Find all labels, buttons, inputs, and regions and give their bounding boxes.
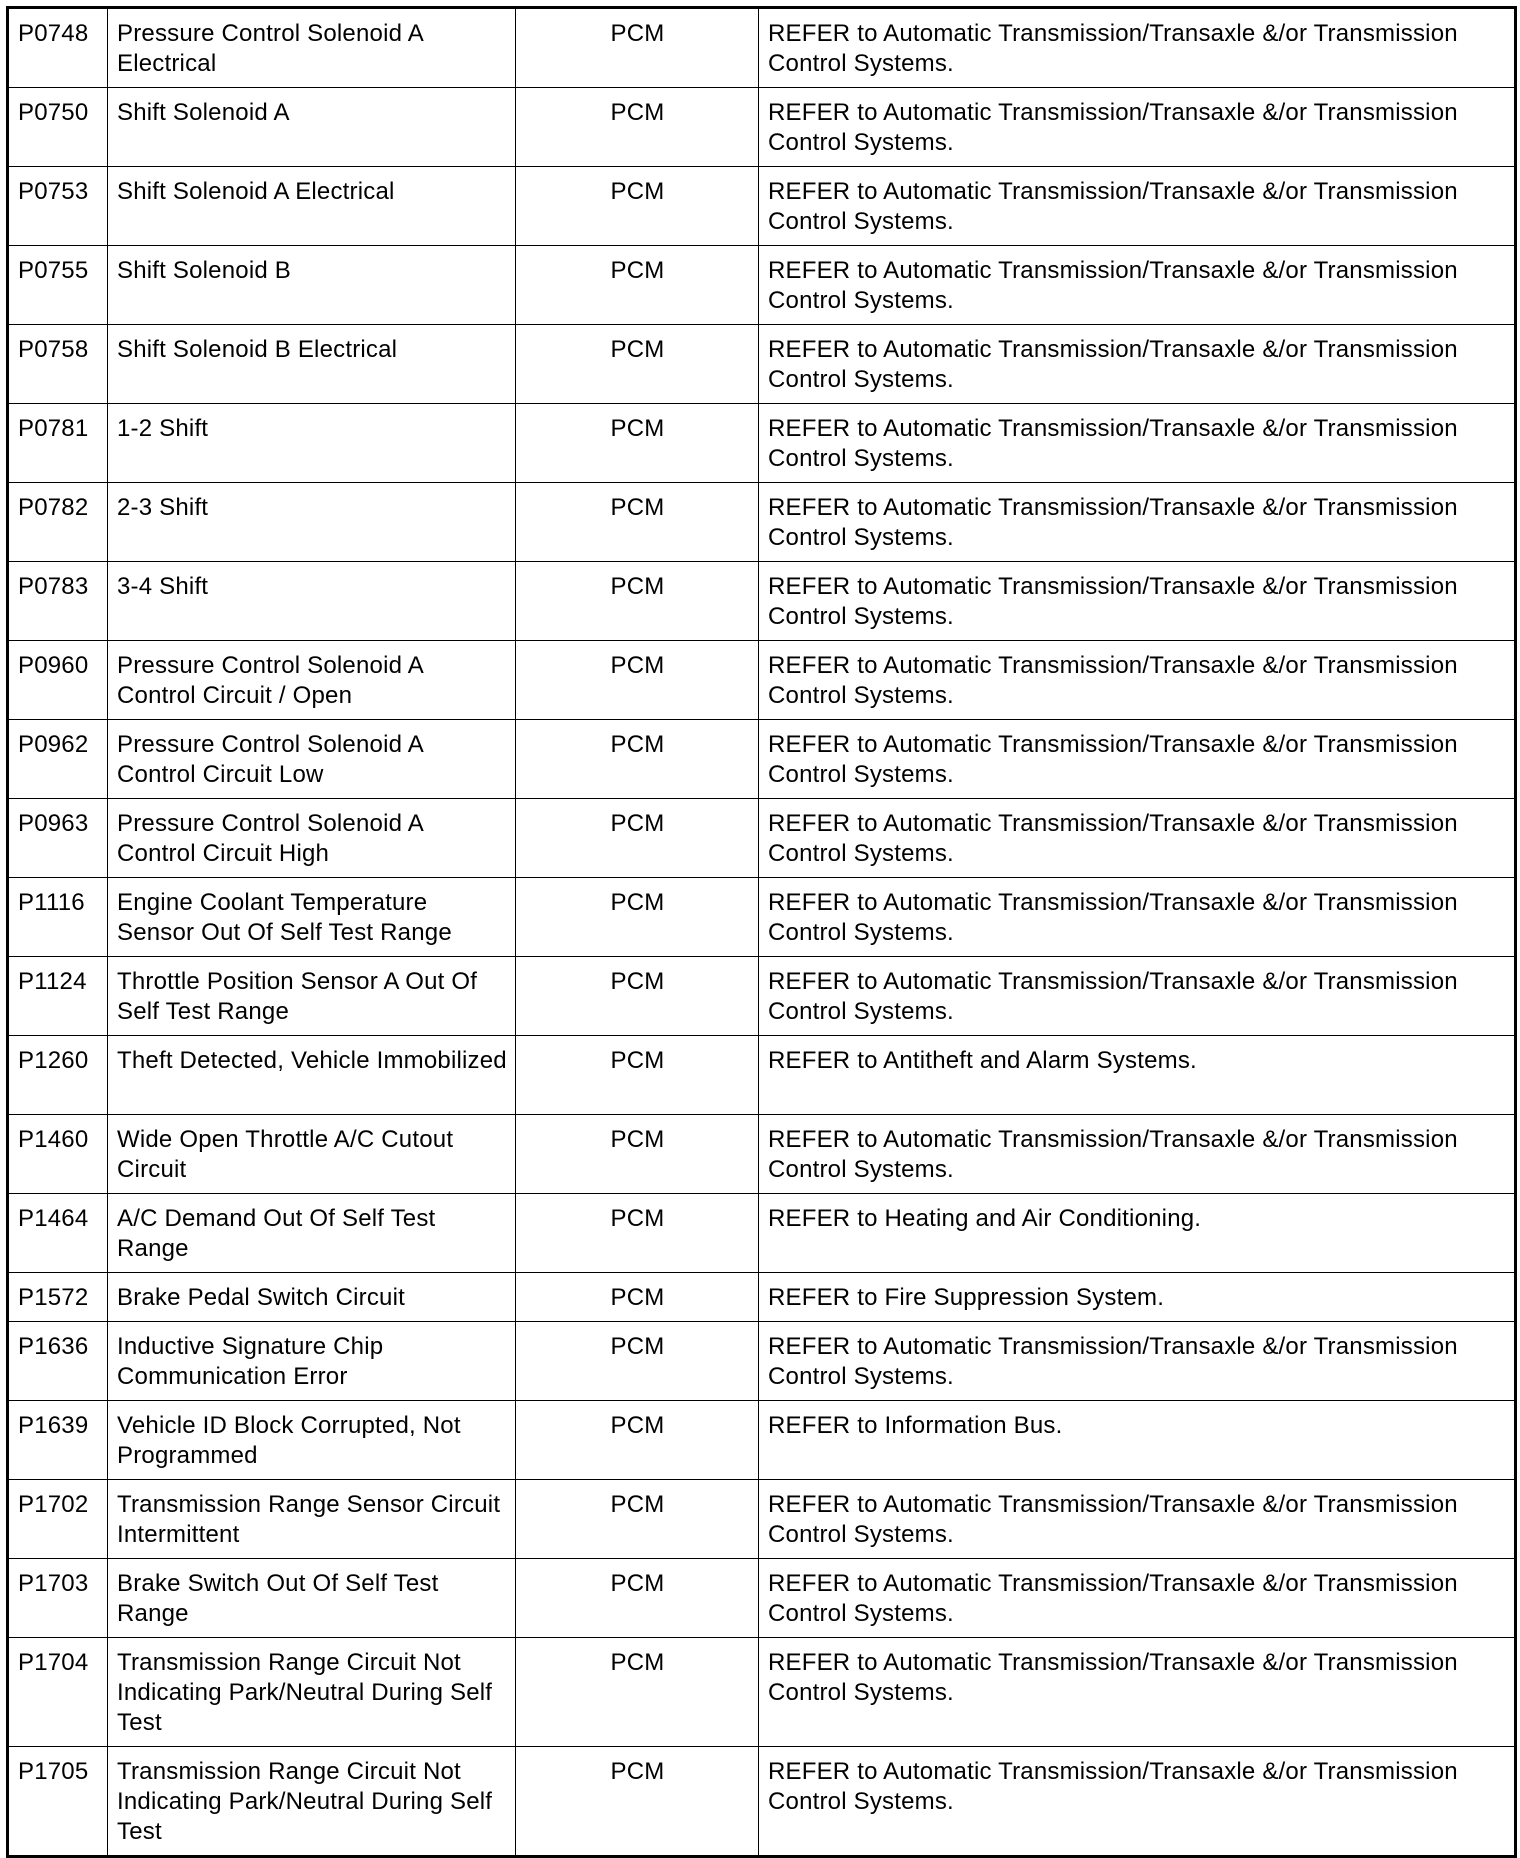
dtc-code: P1464 [8, 1194, 108, 1273]
table-row [8, 167, 1516, 246]
dtc-module: PCM [516, 957, 759, 1036]
dtc-code: P1639 [8, 1401, 108, 1480]
dtc-code: P0755 [8, 246, 108, 325]
dtc-module: PCM [516, 720, 759, 799]
dtc-description: 1-2 Shift [108, 404, 516, 483]
dtc-module: PCM [516, 1115, 759, 1194]
dtc-description: 2-3 Shift [108, 483, 516, 562]
dtc-module: PCM [516, 1559, 759, 1638]
dtc-action: REFER to Automatic Transmission/Transaxle &/or Transmission Control Systems. [759, 325, 1516, 404]
dtc-code: P0962 [8, 720, 108, 799]
dtc-action: REFER to Heating and Air Conditioning. [759, 1194, 1516, 1273]
dtc-module: PCM [516, 1480, 759, 1559]
dtc-description: Throttle Position Sensor A Out Of Self Test Range [108, 957, 516, 1036]
dtc-module: PCM [516, 878, 759, 957]
dtc-description: Transmission Range Circuit Not Indicating Park/Neutral During Self Test [108, 1638, 516, 1747]
dtc-description: Brake Pedal Switch Circuit [108, 1273, 516, 1322]
dtc-code: P1703 [8, 1559, 108, 1638]
dtc-module: PCM [516, 325, 759, 404]
dtc-action: REFER to Automatic Transmission/Transaxle &/or Transmission Control Systems. [759, 246, 1516, 325]
dtc-code: P1116 [8, 878, 108, 957]
dtc-code: P1124 [8, 957, 108, 1036]
dtc-module: PCM [516, 167, 759, 246]
table-row [8, 88, 1516, 167]
dtc-description: Pressure Control Solenoid A Control Circuit / Open [108, 641, 516, 720]
table-row [8, 1036, 1516, 1115]
dtc-code: P1260 [8, 1036, 108, 1115]
dtc-action: REFER to Automatic Transmission/Transaxle &/or Transmission Control Systems. [759, 8, 1516, 88]
dtc-action: REFER to Fire Suppression System. [759, 1273, 1516, 1322]
dtc-module: PCM [516, 562, 759, 641]
table-row [8, 799, 1516, 878]
dtc-module: PCM [516, 799, 759, 878]
dtc-module: PCM [516, 404, 759, 483]
dtc-description: Transmission Range Sensor Circuit Intermittent [108, 1480, 516, 1559]
dtc-description: Engine Coolant Temperature Sensor Out Of Self Test Range [108, 878, 516, 957]
table-row [8, 325, 1516, 404]
dtc-module: PCM [516, 1194, 759, 1273]
dtc-code: P1572 [8, 1273, 108, 1322]
dtc-description: Inductive Signature Chip Communication Error [108, 1322, 516, 1401]
dtc-module: PCM [516, 246, 759, 325]
dtc-action: REFER to Information Bus. [759, 1401, 1516, 1480]
dtc-description: Shift Solenoid A Electrical [108, 167, 516, 246]
dtc-action: REFER to Automatic Transmission/Transaxle &/or Transmission Control Systems. [759, 167, 1516, 246]
table-row [8, 1480, 1516, 1559]
table-row [8, 562, 1516, 641]
dtc-description: Pressure Control Solenoid A Control Circuit Low [108, 720, 516, 799]
dtc-description: Theft Detected, Vehicle Immobilized [108, 1036, 516, 1115]
dtc-description: Transmission Range Circuit Not Indicating Park/Neutral During Self Test [108, 1747, 516, 1857]
dtc-code: P1704 [8, 1638, 108, 1747]
table-row [8, 1559, 1516, 1638]
dtc-description: Shift Solenoid A [108, 88, 516, 167]
dtc-module: PCM [516, 641, 759, 720]
dtc-module: PCM [516, 1401, 759, 1480]
dtc-code: P0781 [8, 404, 108, 483]
dtc-code: P0758 [8, 325, 108, 404]
dtc-code: P0960 [8, 641, 108, 720]
dtc-module: PCM [516, 1747, 759, 1857]
table-row [8, 1747, 1516, 1857]
dtc-module: PCM [516, 8, 759, 88]
dtc-action: REFER to Automatic Transmission/Transaxle &/or Transmission Control Systems. [759, 1480, 1516, 1559]
dtc-description: Pressure Control Solenoid A Control Circuit High [108, 799, 516, 878]
table-row [8, 1638, 1516, 1747]
dtc-action: REFER to Automatic Transmission/Transaxle &/or Transmission Control Systems. [759, 88, 1516, 167]
dtc-action: REFER to Automatic Transmission/Transaxle &/or Transmission Control Systems. [759, 404, 1516, 483]
table-row [8, 1194, 1516, 1273]
dtc-action: REFER to Automatic Transmission/Transaxle &/or Transmission Control Systems. [759, 1747, 1516, 1857]
dtc-description: Vehicle ID Block Corrupted, Not Programmed [108, 1401, 516, 1480]
table-row [8, 404, 1516, 483]
table-row [8, 720, 1516, 799]
dtc-module: PCM [516, 1036, 759, 1115]
table-row [8, 1322, 1516, 1401]
dtc-action: REFER to Automatic Transmission/Transaxle &/or Transmission Control Systems. [759, 1115, 1516, 1194]
dtc-action: REFER to Automatic Transmission/Transaxle &/or Transmission Control Systems. [759, 799, 1516, 878]
dtc-code: P0750 [8, 88, 108, 167]
table-row [8, 246, 1516, 325]
dtc-description: Shift Solenoid B [108, 246, 516, 325]
dtc-module: PCM [516, 1322, 759, 1401]
dtc-description: A/C Demand Out Of Self Test Range [108, 1194, 516, 1273]
dtc-code: P0782 [8, 483, 108, 562]
dtc-description: Wide Open Throttle A/C Cutout Circuit [108, 1115, 516, 1194]
dtc-module: PCM [516, 1638, 759, 1747]
dtc-module: PCM [516, 88, 759, 167]
dtc-code: P0753 [8, 167, 108, 246]
table-row [8, 1401, 1516, 1480]
dtc-description: 3-4 Shift [108, 562, 516, 641]
dtc-code: P1702 [8, 1480, 108, 1559]
dtc-description: Shift Solenoid B Electrical [108, 325, 516, 404]
dtc-code: P0748 [8, 8, 108, 88]
dtc-code: P1636 [8, 1322, 108, 1401]
dtc-action: REFER to Automatic Transmission/Transaxle &/or Transmission Control Systems. [759, 720, 1516, 799]
dtc-table [6, 6, 1517, 1858]
dtc-code: P0783 [8, 562, 108, 641]
dtc-action: REFER to Automatic Transmission/Transaxle &/or Transmission Control Systems. [759, 878, 1516, 957]
dtc-description: Brake Switch Out Of Self Test Range [108, 1559, 516, 1638]
dtc-code: P1705 [8, 1747, 108, 1857]
table-row [8, 1115, 1516, 1194]
dtc-action: REFER to Automatic Transmission/Transaxle &/or Transmission Control Systems. [759, 957, 1516, 1036]
dtc-action: REFER to Automatic Transmission/Transaxle &/or Transmission Control Systems. [759, 562, 1516, 641]
dtc-module: PCM [516, 1273, 759, 1322]
dtc-action: REFER to Antitheft and Alarm Systems. [759, 1036, 1516, 1115]
table-row [8, 483, 1516, 562]
table-row [8, 878, 1516, 957]
dtc-action: REFER to Automatic Transmission/Transaxle &/or Transmission Control Systems. [759, 641, 1516, 720]
dtc-table-body [8, 8, 1516, 1857]
dtc-code: P0963 [8, 799, 108, 878]
table-row [8, 8, 1516, 88]
table-row [8, 1273, 1516, 1322]
dtc-code: P1460 [8, 1115, 108, 1194]
table-row [8, 641, 1516, 720]
dtc-module: PCM [516, 483, 759, 562]
dtc-action: REFER to Automatic Transmission/Transaxle &/or Transmission Control Systems. [759, 1322, 1516, 1401]
dtc-action: REFER to Automatic Transmission/Transaxle &/or Transmission Control Systems. [759, 1638, 1516, 1747]
dtc-action: REFER to Automatic Transmission/Transaxle &/or Transmission Control Systems. [759, 483, 1516, 562]
dtc-action: REFER to Automatic Transmission/Transaxle &/or Transmission Control Systems. [759, 1559, 1516, 1638]
dtc-description: Pressure Control Solenoid A Electrical [108, 8, 516, 88]
table-row [8, 957, 1516, 1036]
